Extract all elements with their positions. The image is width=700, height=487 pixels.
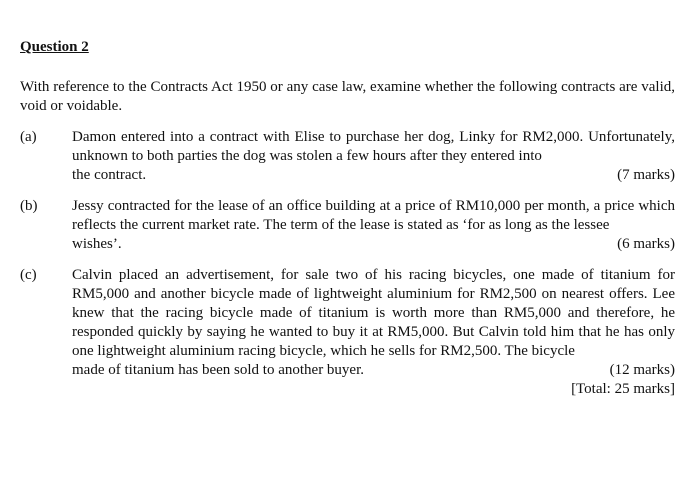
marks-a: (7 marks) [617,167,675,183]
part-last-line-b [72,235,675,254]
part-body-a [72,128,675,185]
part-label-b: (b) [20,198,38,214]
marks-c: (12 marks) [609,362,675,378]
question-title: Question 2 [20,39,89,55]
total-marks: [Total: 25 marks] [571,381,675,397]
part-text-c: Calvin placed an advertisement, for sale two of his racing bicycles, one made of titanium for RM5,000 and another bicycle made of lightweight aluminium for RM2,500 on nearest offers. Lee knew that the racing bicycle made of titanium is worth more than RM5,000 and therefore, he responded quickly by saying he wanted to buy it at RM5,000. But Calvin told him that he has only one lightweight aluminium racing bicycle, which he sells for RM2,500. The bicycle [72,267,675,359]
part-label-a: (a) [20,129,37,145]
part-text-b: Jessy contracted for the lease of an office building at a price of RM10,000 per month, a price which reflects the current market rate. The term of the lease is stated as ‘for as long as the lessee [72,198,675,233]
part-label-c: (c) [20,267,37,283]
question-page [20,38,675,399]
part-last-line-c [72,361,675,380]
question-part-b [20,197,675,254]
question-part-c [20,266,675,399]
part-body-c [72,266,675,399]
question-intro: With reference to the Contracts Act 1950 or any case law, examine whether the following contracts are valid, void or voidable. [20,79,675,114]
question-part-a [20,128,675,185]
part-last-line-a [72,166,675,185]
part-body-b [72,197,675,254]
part-last-line-text-b: wishes’. [72,236,122,252]
part-last-line-text-c: made of titanium has been sold to another buyer. [72,362,365,378]
part-text-a: Damon entered into a contract with Elise to purchase her dog, Linky for RM2,000. Unfortunately, unknown to both parties the dog was stolen a few hours after they entered into [72,129,675,164]
marks-b: (6 marks) [617,236,675,252]
part-last-line-text-a: the contract. [72,167,147,183]
